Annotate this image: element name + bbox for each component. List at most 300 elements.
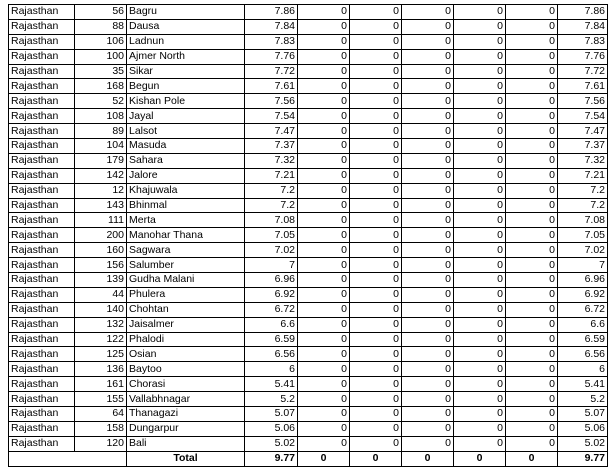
constituency-cell: Osian	[127, 347, 245, 362]
state-cell: Rajasthan	[9, 407, 75, 422]
value-6-cell: 0	[506, 317, 558, 332]
value-2-cell: 0	[298, 273, 350, 288]
value-1-cell: 6.96	[245, 273, 298, 288]
row-total-cell: 6.72	[558, 302, 608, 317]
value-6-cell: 0	[506, 183, 558, 198]
value-3-cell: 0	[350, 5, 402, 20]
value-1-cell: 7.05	[245, 228, 298, 243]
constituency-cell: Vallabhnagar	[127, 392, 245, 407]
ac-number-cell: 52	[75, 94, 127, 109]
value-6-cell: 0	[506, 258, 558, 273]
value-5-cell: 0	[454, 407, 506, 422]
constituency-cell: Phalodi	[127, 332, 245, 347]
row-total-cell: 6.59	[558, 332, 608, 347]
constituency-cell: Jayal	[127, 109, 245, 124]
value-1-cell: 7.61	[245, 79, 298, 94]
constituency-cell: Kishan Pole	[127, 94, 245, 109]
value-2-cell: 0	[298, 377, 350, 392]
value-5-cell: 0	[454, 94, 506, 109]
value-6-cell: 0	[506, 243, 558, 258]
table-row	[9, 407, 608, 422]
constituency-cell: Lalsot	[127, 124, 245, 139]
value-2-cell: 0	[298, 5, 350, 20]
state-cell: Rajasthan	[9, 213, 75, 228]
value-1-cell: 7.86	[245, 5, 298, 20]
ac-number-cell: 35	[75, 64, 127, 79]
value-5-cell: 0	[454, 317, 506, 332]
value-4-cell: 0	[402, 302, 454, 317]
value-3-cell: 0	[350, 139, 402, 154]
value-6-cell: 0	[506, 377, 558, 392]
state-cell: Rajasthan	[9, 124, 75, 139]
state-cell: Rajasthan	[9, 287, 75, 302]
constituency-cell: Bagru	[127, 5, 245, 20]
value-5-cell: 0	[454, 302, 506, 317]
value-2-cell: 0	[298, 124, 350, 139]
row-total-cell: 6.56	[558, 347, 608, 362]
state-cell: Rajasthan	[9, 377, 75, 392]
value-5-cell: 0	[454, 347, 506, 362]
table-row	[9, 124, 608, 139]
table-row	[9, 49, 608, 64]
value-4-cell: 0	[402, 228, 454, 243]
ac-number-cell: 179	[75, 153, 127, 168]
row-total-cell: 7.08	[558, 213, 608, 228]
value-1-cell: 7.2	[245, 198, 298, 213]
constituency-cell: Gudha Malani	[127, 273, 245, 288]
value-5-cell: 0	[454, 273, 506, 288]
constituency-cell: Khajuwala	[127, 183, 245, 198]
row-total-cell: 7.32	[558, 153, 608, 168]
value-6-cell: 0	[506, 213, 558, 228]
row-total-cell: 7.84	[558, 19, 608, 34]
value-4-cell: 0	[402, 258, 454, 273]
row-total-cell: 6.96	[558, 273, 608, 288]
value-1-cell: 6.6	[245, 317, 298, 332]
value-3-cell: 0	[350, 124, 402, 139]
state-cell: Rajasthan	[9, 302, 75, 317]
value-3-cell: 0	[350, 287, 402, 302]
state-cell: Rajasthan	[9, 49, 75, 64]
state-cell: Rajasthan	[9, 198, 75, 213]
value-4-cell: 0	[402, 168, 454, 183]
value-4-cell: 0	[402, 436, 454, 451]
value-6-cell: 0	[506, 273, 558, 288]
value-2-cell: 0	[298, 19, 350, 34]
value-1-cell: 7.08	[245, 213, 298, 228]
row-total-cell: 6.6	[558, 317, 608, 332]
ac-number-cell: 158	[75, 421, 127, 436]
value-4-cell: 0	[402, 19, 454, 34]
value-3-cell: 0	[350, 49, 402, 64]
value-2-cell: 0	[298, 34, 350, 49]
value-1-cell: 7.56	[245, 94, 298, 109]
row-total-cell: 7.2	[558, 183, 608, 198]
value-6-cell: 0	[506, 302, 558, 317]
value-4-cell: 0	[402, 347, 454, 362]
ac-number-cell: 111	[75, 213, 127, 228]
state-cell: Rajasthan	[9, 79, 75, 94]
value-6-cell: 0	[506, 139, 558, 154]
value-3-cell: 0	[350, 94, 402, 109]
table-row	[9, 436, 608, 451]
value-6-cell: 0	[506, 153, 558, 168]
ac-number-cell: 139	[75, 273, 127, 288]
state-cell: Rajasthan	[9, 436, 75, 451]
value-5-cell: 0	[454, 198, 506, 213]
value-1-cell: 6.56	[245, 347, 298, 362]
value-5-cell: 0	[454, 243, 506, 258]
value-1-cell: 7	[245, 258, 298, 273]
value-4-cell: 0	[402, 94, 454, 109]
ac-number-cell: 142	[75, 168, 127, 183]
value-3-cell: 0	[350, 421, 402, 436]
value-6-cell: 0	[506, 109, 558, 124]
row-total-cell: 7.37	[558, 139, 608, 154]
value-1-cell: 6.72	[245, 302, 298, 317]
state-cell: Rajasthan	[9, 5, 75, 20]
ac-number-cell: 106	[75, 34, 127, 49]
table-total-row	[9, 451, 608, 466]
value-4-cell: 0	[402, 49, 454, 64]
total-value-cell: 9.77	[558, 451, 608, 466]
value-3-cell: 0	[350, 407, 402, 422]
value-6-cell: 0	[506, 198, 558, 213]
state-cell: Rajasthan	[9, 19, 75, 34]
row-total-cell: 7.56	[558, 94, 608, 109]
row-total-cell: 7.02	[558, 243, 608, 258]
table-row	[9, 317, 608, 332]
table-row	[9, 5, 608, 20]
ac-number-cell: 136	[75, 362, 127, 377]
table-row	[9, 64, 608, 79]
ac-number-cell: 132	[75, 317, 127, 332]
value-4-cell: 0	[402, 79, 454, 94]
value-3-cell: 0	[350, 183, 402, 198]
total-value-cell: 0	[402, 451, 454, 466]
value-5-cell: 0	[454, 19, 506, 34]
constituency-cell: Dungarpur	[127, 421, 245, 436]
row-total-cell: 7.76	[558, 49, 608, 64]
value-6-cell: 0	[506, 79, 558, 94]
constituency-cell: Phulera	[127, 287, 245, 302]
ac-number-cell: 100	[75, 49, 127, 64]
value-5-cell: 0	[454, 377, 506, 392]
value-2-cell: 0	[298, 139, 350, 154]
ac-number-cell: 161	[75, 377, 127, 392]
value-2-cell: 0	[298, 317, 350, 332]
constituency-cell: Manohar Thana	[127, 228, 245, 243]
value-6-cell: 0	[506, 287, 558, 302]
value-5-cell: 0	[454, 332, 506, 347]
table-row	[9, 347, 608, 362]
row-total-cell: 7.86	[558, 5, 608, 20]
table-row	[9, 302, 608, 317]
value-6-cell: 0	[506, 436, 558, 451]
constituency-cell: Thanagazi	[127, 407, 245, 422]
value-6-cell: 0	[506, 347, 558, 362]
value-5-cell: 0	[454, 228, 506, 243]
ac-number-cell: 44	[75, 287, 127, 302]
value-2-cell: 0	[298, 392, 350, 407]
row-total-cell: 7.47	[558, 124, 608, 139]
value-1-cell: 6	[245, 362, 298, 377]
state-cell: Rajasthan	[9, 153, 75, 168]
constituency-cell: Ajmer North	[127, 49, 245, 64]
value-2-cell: 0	[298, 347, 350, 362]
constituency-cell: Sagwara	[127, 243, 245, 258]
state-cell: Rajasthan	[9, 139, 75, 154]
ac-number-cell: 140	[75, 302, 127, 317]
value-3-cell: 0	[350, 273, 402, 288]
total-value-cell: 0	[454, 451, 506, 466]
value-4-cell: 0	[402, 109, 454, 124]
value-1-cell: 7.54	[245, 109, 298, 124]
table-row	[9, 19, 608, 34]
constituency-cell: Dausa	[127, 19, 245, 34]
state-cell: Rajasthan	[9, 362, 75, 377]
value-2-cell: 0	[298, 94, 350, 109]
row-total-cell: 5.07	[558, 407, 608, 422]
constituency-cell: Sahara	[127, 153, 245, 168]
value-1-cell: 7.72	[245, 64, 298, 79]
value-6-cell: 0	[506, 168, 558, 183]
value-4-cell: 0	[402, 392, 454, 407]
value-3-cell: 0	[350, 243, 402, 258]
value-2-cell: 0	[298, 153, 350, 168]
value-2-cell: 0	[298, 213, 350, 228]
value-1-cell: 7.32	[245, 153, 298, 168]
table-row	[9, 332, 608, 347]
row-total-cell: 6	[558, 362, 608, 377]
constituency-cell: Jalore	[127, 168, 245, 183]
table-row	[9, 153, 608, 168]
value-3-cell: 0	[350, 317, 402, 332]
ac-number-cell: 160	[75, 243, 127, 258]
value-6-cell: 0	[506, 421, 558, 436]
table-row	[9, 198, 608, 213]
row-total-cell: 7.21	[558, 168, 608, 183]
value-1-cell: 5.02	[245, 436, 298, 451]
state-cell: Rajasthan	[9, 243, 75, 258]
value-5-cell: 0	[454, 139, 506, 154]
value-4-cell: 0	[402, 139, 454, 154]
value-1-cell: 7.02	[245, 243, 298, 258]
constituency-cell: Begun	[127, 79, 245, 94]
value-2-cell: 0	[298, 79, 350, 94]
state-cell: Rajasthan	[9, 258, 75, 273]
state-cell: Rajasthan	[9, 183, 75, 198]
total-label: Total	[127, 451, 245, 466]
row-total-cell: 7.54	[558, 109, 608, 124]
value-4-cell: 0	[402, 183, 454, 198]
value-4-cell: 0	[402, 273, 454, 288]
ac-number-cell: 143	[75, 198, 127, 213]
row-total-cell: 7.83	[558, 34, 608, 49]
ac-number-cell: 64	[75, 407, 127, 422]
value-1-cell: 6.59	[245, 332, 298, 347]
table-row	[9, 287, 608, 302]
value-3-cell: 0	[350, 436, 402, 451]
value-5-cell: 0	[454, 168, 506, 183]
table-row	[9, 392, 608, 407]
ac-number-cell: 120	[75, 436, 127, 451]
value-1-cell: 5.07	[245, 407, 298, 422]
total-value-cell: 0	[506, 451, 558, 466]
constituency-cell: Bali	[127, 436, 245, 451]
value-3-cell: 0	[350, 109, 402, 124]
value-2-cell: 0	[298, 332, 350, 347]
row-total-cell: 5.02	[558, 436, 608, 451]
table-row	[9, 273, 608, 288]
value-3-cell: 0	[350, 302, 402, 317]
constituency-cell: Masuda	[127, 139, 245, 154]
value-1-cell: 5.2	[245, 392, 298, 407]
value-6-cell: 0	[506, 94, 558, 109]
value-3-cell: 0	[350, 377, 402, 392]
value-2-cell: 0	[298, 362, 350, 377]
value-3-cell: 0	[350, 347, 402, 362]
value-1-cell: 7.84	[245, 19, 298, 34]
value-4-cell: 0	[402, 362, 454, 377]
state-cell: Rajasthan	[9, 317, 75, 332]
value-6-cell: 0	[506, 392, 558, 407]
ac-number-cell: 88	[75, 19, 127, 34]
row-total-cell: 5.2	[558, 392, 608, 407]
state-cell: Rajasthan	[9, 273, 75, 288]
value-6-cell: 0	[506, 34, 558, 49]
value-1-cell: 6.92	[245, 287, 298, 302]
value-1-cell: 7.37	[245, 139, 298, 154]
value-3-cell: 0	[350, 258, 402, 273]
row-total-cell: 7.72	[558, 64, 608, 79]
value-4-cell: 0	[402, 213, 454, 228]
value-6-cell: 0	[506, 64, 558, 79]
value-2-cell: 0	[298, 228, 350, 243]
value-6-cell: 0	[506, 228, 558, 243]
row-total-cell: 6.92	[558, 287, 608, 302]
value-3-cell: 0	[350, 64, 402, 79]
constituency-cell: Jaisalmer	[127, 317, 245, 332]
constituency-cell: Ladnun	[127, 34, 245, 49]
ac-number-cell: 155	[75, 392, 127, 407]
value-5-cell: 0	[454, 79, 506, 94]
ac-number-cell: 12	[75, 183, 127, 198]
state-cell: Rajasthan	[9, 392, 75, 407]
state-cell: Rajasthan	[9, 168, 75, 183]
state-cell: Rajasthan	[9, 34, 75, 49]
value-4-cell: 0	[402, 124, 454, 139]
table-row	[9, 421, 608, 436]
value-5-cell: 0	[454, 213, 506, 228]
state-cell: Rajasthan	[9, 332, 75, 347]
value-5-cell: 0	[454, 109, 506, 124]
value-4-cell: 0	[402, 64, 454, 79]
value-6-cell: 0	[506, 124, 558, 139]
table-row	[9, 183, 608, 198]
value-3-cell: 0	[350, 19, 402, 34]
value-4-cell: 0	[402, 5, 454, 20]
value-2-cell: 0	[298, 407, 350, 422]
ac-number-cell: 156	[75, 258, 127, 273]
state-cell: Rajasthan	[9, 109, 75, 124]
value-1-cell: 5.41	[245, 377, 298, 392]
table-row	[9, 34, 608, 49]
row-total-cell: 7.61	[558, 79, 608, 94]
value-4-cell: 0	[402, 153, 454, 168]
total-value-cell: 9.77	[245, 451, 298, 466]
value-3-cell: 0	[350, 79, 402, 94]
value-5-cell: 0	[454, 392, 506, 407]
value-4-cell: 0	[402, 243, 454, 258]
value-2-cell: 0	[298, 198, 350, 213]
value-5-cell: 0	[454, 64, 506, 79]
value-1-cell: 7.47	[245, 124, 298, 139]
value-2-cell: 0	[298, 258, 350, 273]
value-5-cell: 0	[454, 183, 506, 198]
value-3-cell: 0	[350, 332, 402, 347]
table-row	[9, 139, 608, 154]
value-4-cell: 0	[402, 34, 454, 49]
constituency-cell: Salumber	[127, 258, 245, 273]
row-total-cell: 7.2	[558, 198, 608, 213]
data-table	[8, 4, 608, 467]
table-row	[9, 109, 608, 124]
value-3-cell: 0	[350, 168, 402, 183]
value-2-cell: 0	[298, 49, 350, 64]
value-5-cell: 0	[454, 258, 506, 273]
total-blank-cell	[9, 451, 127, 466]
value-3-cell: 0	[350, 34, 402, 49]
constituency-cell: Bhinmal	[127, 198, 245, 213]
state-cell: Rajasthan	[9, 421, 75, 436]
constituency-cell: Merta	[127, 213, 245, 228]
value-6-cell: 0	[506, 407, 558, 422]
value-4-cell: 0	[402, 332, 454, 347]
value-3-cell: 0	[350, 228, 402, 243]
value-2-cell: 0	[298, 436, 350, 451]
value-2-cell: 0	[298, 168, 350, 183]
table-row	[9, 377, 608, 392]
value-5-cell: 0	[454, 436, 506, 451]
constituency-cell: Sikar	[127, 64, 245, 79]
table-row	[9, 243, 608, 258]
row-total-cell: 5.06	[558, 421, 608, 436]
ac-number-cell: 104	[75, 139, 127, 154]
value-5-cell: 0	[454, 34, 506, 49]
state-cell: Rajasthan	[9, 94, 75, 109]
row-total-cell: 5.41	[558, 377, 608, 392]
ac-number-cell: 89	[75, 124, 127, 139]
value-1-cell: 5.06	[245, 421, 298, 436]
row-total-cell: 7.05	[558, 228, 608, 243]
value-4-cell: 0	[402, 287, 454, 302]
table-row	[9, 213, 608, 228]
value-5-cell: 0	[454, 5, 506, 20]
value-1-cell: 7.21	[245, 168, 298, 183]
ac-number-cell: 200	[75, 228, 127, 243]
value-2-cell: 0	[298, 287, 350, 302]
value-6-cell: 0	[506, 5, 558, 20]
total-value-cell: 0	[350, 451, 402, 466]
total-value-cell: 0	[298, 451, 350, 466]
table-row	[9, 94, 608, 109]
value-2-cell: 0	[298, 243, 350, 258]
value-1-cell: 7.83	[245, 34, 298, 49]
value-6-cell: 0	[506, 332, 558, 347]
value-5-cell: 0	[454, 287, 506, 302]
value-2-cell: 0	[298, 64, 350, 79]
